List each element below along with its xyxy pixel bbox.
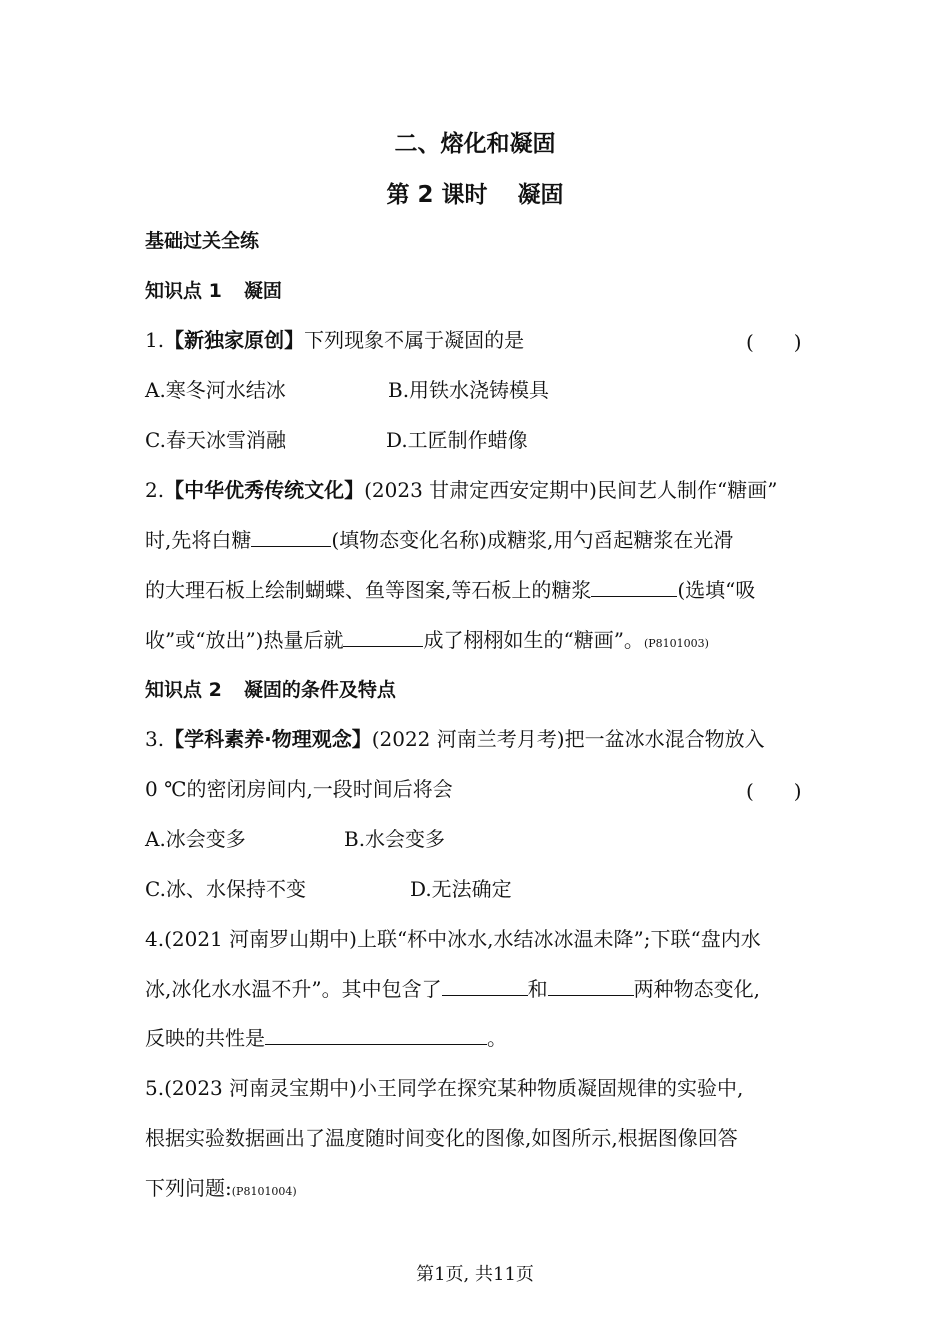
q4-line2-text-b: 和	[527, 977, 548, 1001]
q1-stem	[145, 326, 524, 354]
q2-line2-text-b: (填物态变化名称)成糖浆,用勺舀起糖浆在光滑	[331, 528, 734, 552]
q4-line2-text-c: 两种物态变化,	[633, 977, 760, 1001]
q3-line-2: 0 ℃的密闭房间内,一段时间后将会	[145, 777, 453, 801]
q1-option-c: C.春天冰雪消融	[145, 428, 286, 452]
q5-code: (P8101004)	[231, 1185, 297, 1198]
q4-blank-2[interactable]	[548, 977, 634, 996]
q4-line-3	[145, 1024, 507, 1052]
q2-line-1	[145, 476, 777, 504]
q3-option-d: D.无法确定	[410, 877, 512, 901]
q3-line-1	[145, 725, 765, 753]
q3-line1-text: (2022 河南兰考月考)把一盆冰水混合物放入	[371, 727, 765, 751]
q1-answer-paren: ( )	[746, 330, 802, 354]
q4-line2-text-a: 冰,冰化水水温不升”。其中包含了	[145, 977, 442, 1001]
q1-option-b: B.用铁水浇铸模具	[388, 378, 550, 402]
q2-number: 2.	[145, 478, 165, 502]
q2-line4-text-b: 成了栩栩如生的“糖画”。	[423, 628, 644, 652]
q3-number: 3.	[145, 727, 165, 751]
q2-blank-2[interactable]	[591, 578, 677, 597]
section-title: 二、熔化和凝固	[394, 131, 556, 157]
practice-heading: 基础过关全练	[145, 230, 260, 252]
q2-blank-3[interactable]	[343, 628, 423, 647]
q2-code: (P8101003)	[643, 637, 709, 650]
q3-option-c: C.冰、水保持不变	[145, 877, 306, 901]
q2-line-3	[145, 576, 755, 604]
q4-line3-text-b: 。	[487, 1026, 507, 1050]
q2-line2-text-a: 时,先将白糖	[145, 528, 252, 552]
knowledge-point-2	[145, 676, 396, 704]
q2-blank-1[interactable]	[251, 528, 331, 547]
q2-line4-text-a: 收”或“放出”)热量后就	[145, 628, 344, 652]
q5-line3-text: 下列问题:	[145, 1176, 232, 1200]
q4-line-1: 4.(2021 河南罗山期中)上联“杯中冰水,水结冰冰温未降”;下联“盘内水	[145, 927, 761, 951]
q3-answer-paren: ( )	[746, 779, 802, 803]
q4-blank-1[interactable]	[442, 977, 528, 996]
q1-number: 1.	[145, 328, 165, 352]
q1-option-a: A.寒冬河水结冰	[145, 378, 286, 402]
q2-line-2	[145, 526, 733, 554]
lesson-number: 第 2 课时	[386, 182, 488, 208]
q2-line1-text: 民间艺人制作“糖画”	[596, 478, 778, 502]
kp2-label: 知识点 2	[145, 679, 222, 701]
q2-line-4	[145, 626, 709, 658]
knowledge-point-1	[145, 277, 282, 305]
lesson-title	[0, 176, 950, 209]
lesson-topic: 凝固	[517, 182, 564, 208]
kp2-title: 凝固的条件及特点	[243, 679, 396, 701]
kp1-title: 凝固	[243, 280, 282, 302]
q3-option-a: A.冰会变多	[145, 827, 246, 851]
q5-line-3	[145, 1174, 297, 1206]
q2-source: (2023 甘肃定西安定期中)	[364, 478, 597, 502]
q3-option-b: B.水会变多	[344, 827, 446, 851]
q1-tag: 【新独家原创】	[164, 328, 305, 352]
q1-text: 下列现象不属于凝固的是	[304, 328, 525, 352]
q4-line-2	[145, 975, 760, 1003]
q2-line3-text-b: (选填“吸	[677, 578, 756, 602]
q3-tag: 【学科素养·物理观念】	[164, 727, 372, 751]
q2-tag: 【中华优秀传统文化】	[164, 478, 365, 502]
q1-option-d: D.工匠制作蜡像	[386, 428, 528, 452]
kp1-label: 知识点 1	[145, 280, 222, 302]
q5-line-1: 5.(2023 河南灵宝期中)小王同学在探究某种物质凝固规律的实验中,	[145, 1076, 744, 1100]
page-footer: 第1页, 共11页	[416, 1264, 534, 1285]
q4-blank-3[interactable]	[265, 1026, 487, 1045]
q2-line3-text-a: 的大理石板上绘制蝴蝶、鱼等图案,等石板上的糖浆	[145, 578, 592, 602]
q4-line3-text-a: 反映的共性是	[145, 1026, 265, 1050]
q5-line-2: 根据实验数据画出了温度随时间变化的图像,如图所示,根据图像回答	[145, 1126, 738, 1150]
